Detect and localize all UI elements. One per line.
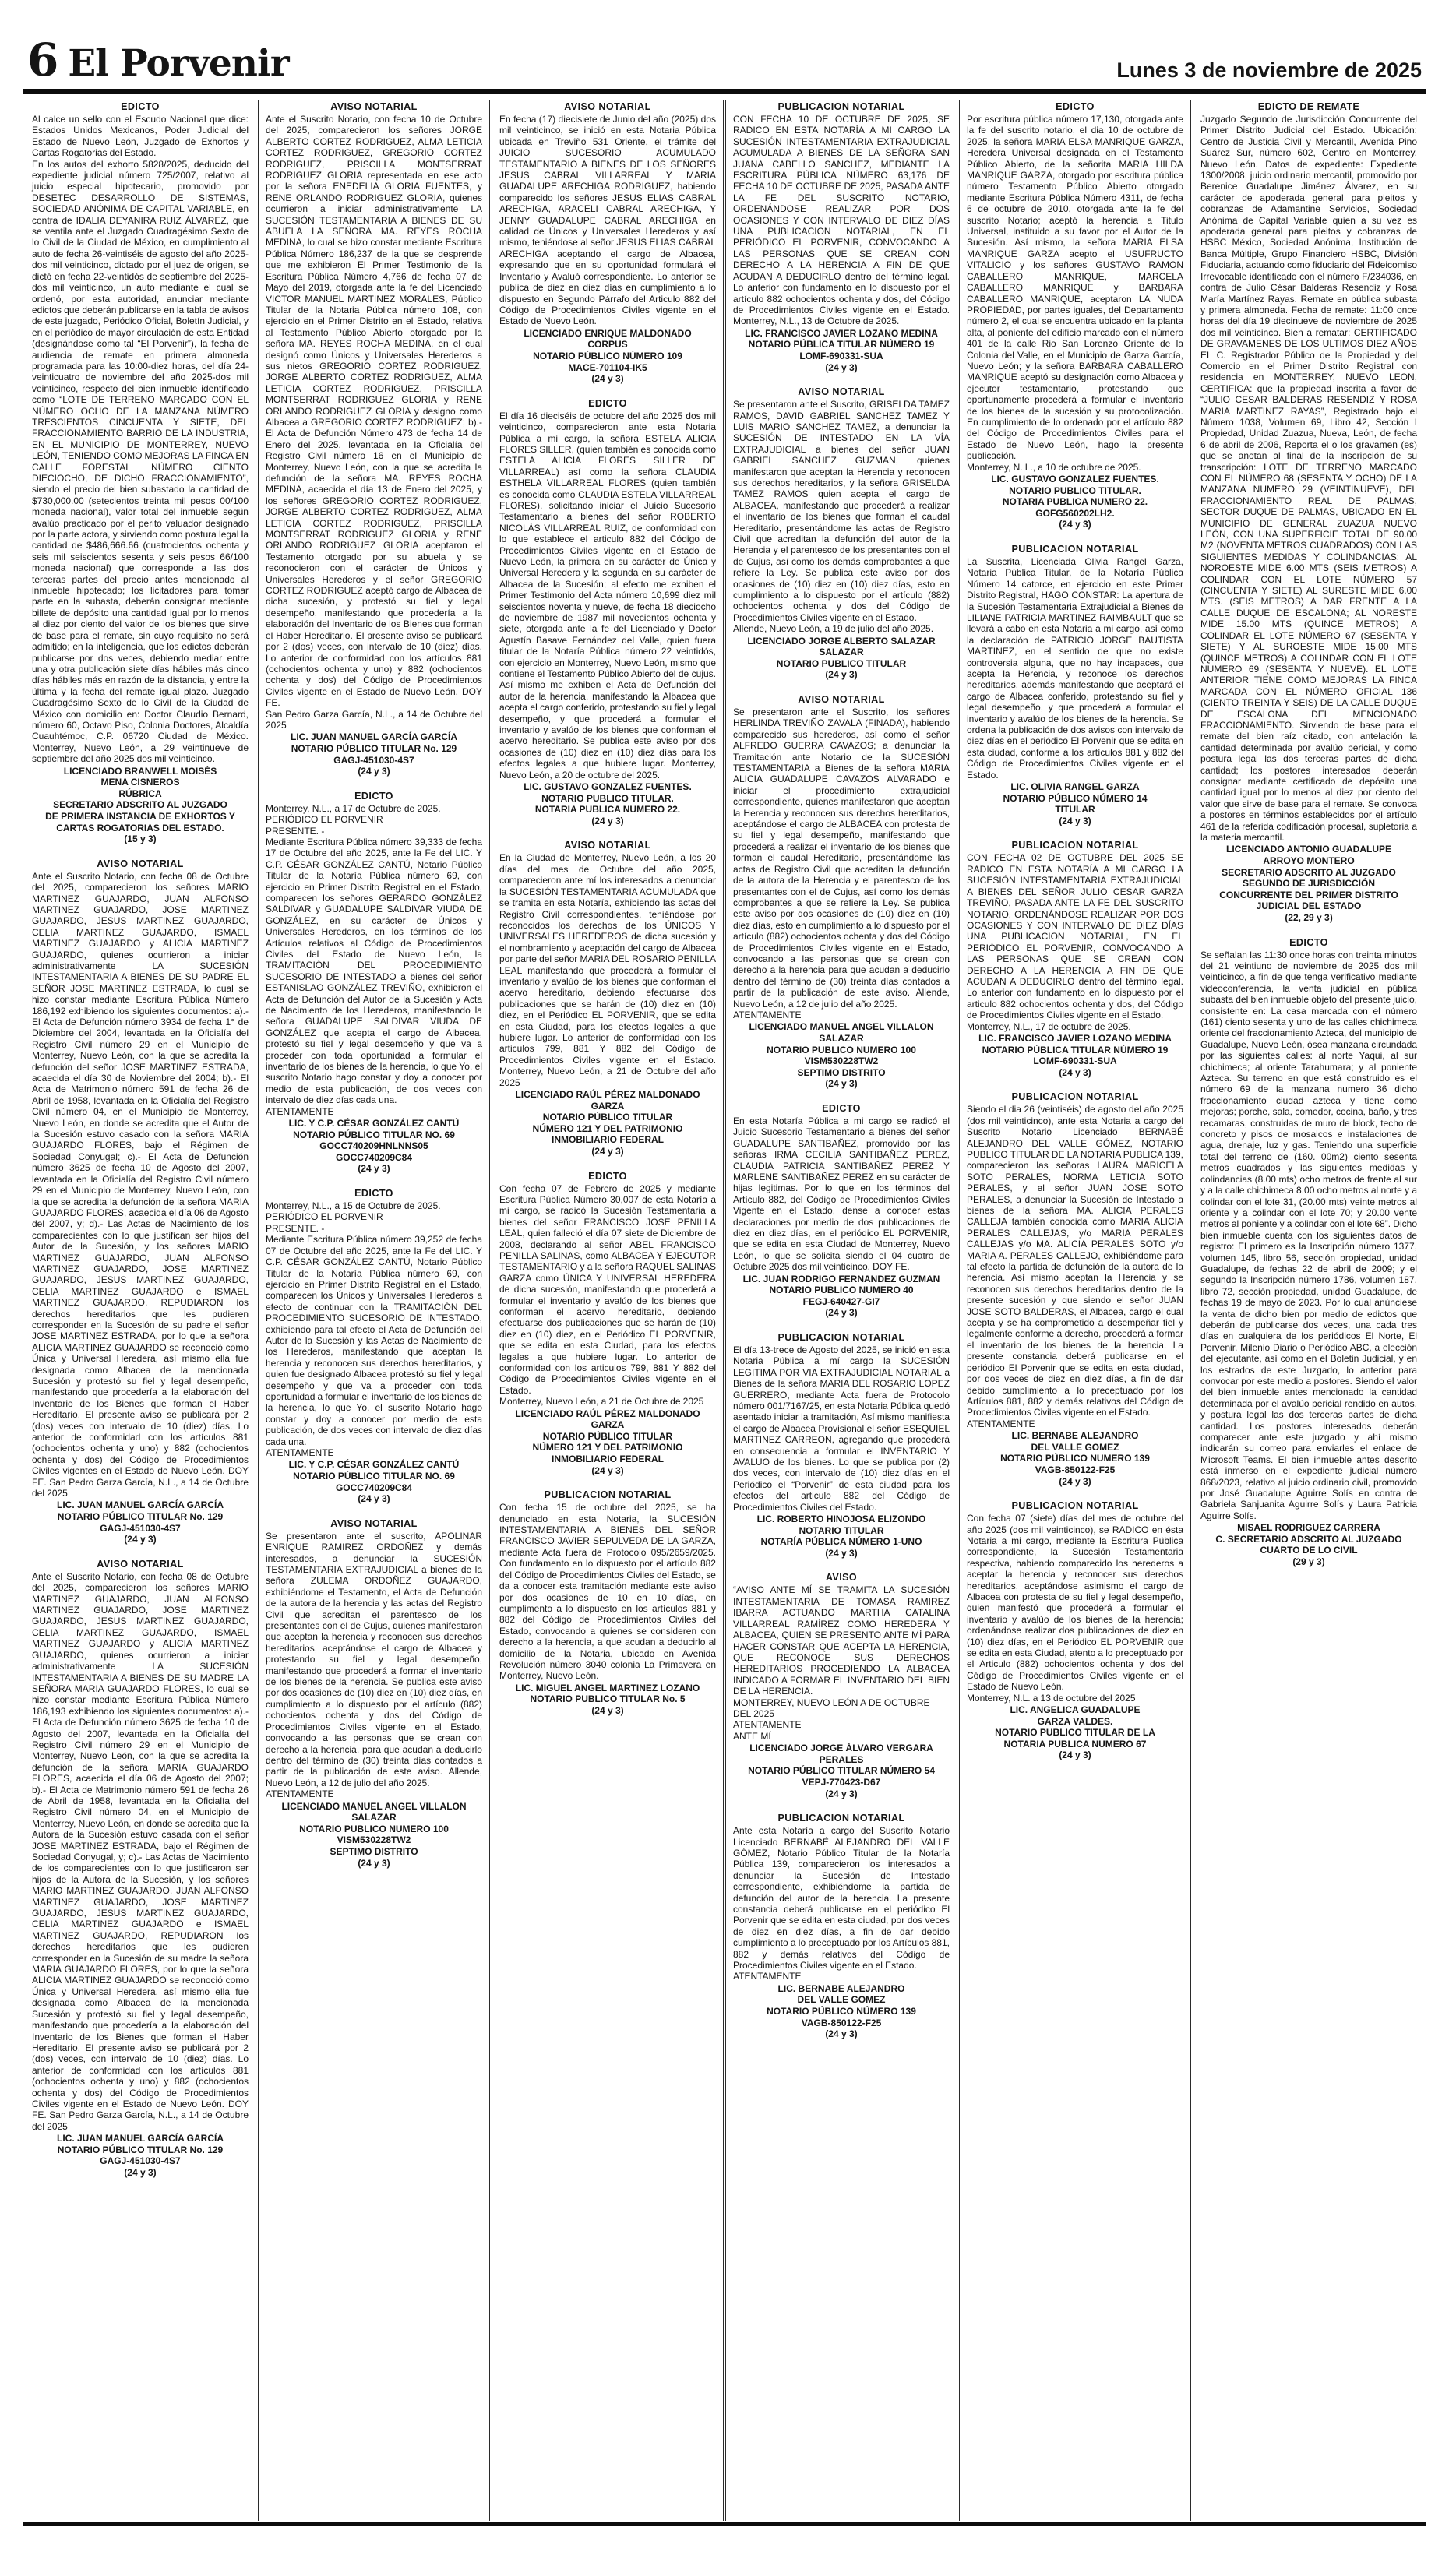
notices-columns bbox=[25, 100, 1424, 2519]
notice-body: El día 16 dieciséis de octubre del año 2025 dos mil veinticinco, comparecieron ante esta Notaria Pública a mi cargo, la señora ESTELA ALICIA FLORES SILLER, (quien también es conocida como ESTELA ALICIA FLORES SILLER DE VILLARREAL) así como la señora CLAUDIA ESTHELA VILLARREAL FLORES (quien también es conocida como CLAUDIA ESTELA VILLARREAL FLORES), solicitando iniciar el Juicio Sucesorio Testamentario a bienes del señor ROBERTO NICOLÁS VILLARREAL RUIZ, de conformidad con lo que establece el articulo 882 del Código de Procedimientos Civiles vigente en el Estado de Nuevo León, la primera en su carácter de Única y Universal Heredera y la segunda en su carácter de Albacea de la Sucesión; al efecto me exhiben el Primer Testimonio del Acta número 10,699 diez mil seiscientos noventa y nueve, de fecha 18 dieciocho de noviembre de 1987 mil novecientos ochenta y siete, otorgada ante la fe del Licenciado y Doctor Agustín Basave Fernández del Valle, quien fuera titular de la Notaría Pública número 22 veintidós, con ejercicio en Monterrey, Nuevo León, mismo que contiene el Testamento Público Abierto del de cujus. Así mismo me exhiben el Acta de Defunción del autor de la herencia, manifestando la Albacea que acepta el cargo conferido, protestando su fiel y legal desempeño, y que procederá a formular el inventario y avalúo de los bienes que conforman el acervo hereditario. Se publica este aviso por dos ocasiones de (10) diez en (10) diez días para los efectos legales a que hubiere lugar. Monterrey, Nuevo León, a 20 de octubre del 2025. bbox=[499, 410, 716, 781]
signature-line: LIC. GUSTAVO GONZALEZ FUENTES. bbox=[524, 781, 692, 793]
notice-heading: EDICTO bbox=[354, 790, 393, 802]
signature-line: NOTARIO PÚBLICO TITULAR bbox=[542, 1430, 673, 1442]
notice-body: Por escritura pública número 17,130, otorgada ante la fe del suscrito notario, el dia 10 de octubre de 2025, la señora MARIA ELSA MANRIQUE GARZA, Heredera Universal designada en el Testamento Público Abierto, de la señorita MARIA HILDA MANRIQUE GARZA, otorgado por escritura pública número Testamento Público Abierto otorgado mediante Escritura Pública Número 4311, de fecha 6 de octubre de 2010, otorgada ante la fe del suscrito Notario; aceptó la herencia a Titulo Universal, instituido a su favor por el Autor de la Sucesión. Así mismo, la señora MARIA ELSA MANRIQUE GARZA acepto el USUFRUCTO VITALICIO y los señores GUSTAVO RAMON CABALLERO MANRIQUE, MARCELA CABALLERO MANRIQUE y BARBARA CABALLERO MANRIQUE, aceptaron LA NUDA PROPIEDAD, por partes iguales, del Departamento número 2, el cual se encuentra ubicado en la planta alta, al poniente del edificio marcado con el número 401 de la calle Rio San Lorenzo Oriente de la Colonia del Valle, en el Municipio de Garza García, Nuevo León; y la señora BARBARA CABALLERO MANRIQUE aceptó su designación como Albacea y ejecutor testamentario, protestando que oportunamente procederá a formular el inventario de los bienes de la sucesión y su protocolización. En cumplimiento de lo ordenado por el artículo 882 del Código de Procedimientos Civiles para el Estado de Nuevo León, hago la presente publicación. bbox=[967, 114, 1183, 462]
signature-line: NOTARIO PÚBLICO TITULAR NÚMERO 54 bbox=[748, 1765, 935, 1777]
notice-body: “AVISO ANTE MÍ SE TRAMITA LA SUCESIÓN INTESTAMENTARIA DE TOMASA RAMIREZ IBARRA ACTUANDO MARTHA CATALINA VILLARREAL RAMÍREZ COMO HEREDERA Y ALBACEA, QUIEN SE PRESENTO ANTE MÍ PARA HACER CONSTAR QUE ACEPTA LA HERENCIA, QUE RECONOCE SUS DERECHOS HEREDITARIOS PROCEDIENDO LA ALBACEA INDICADO A FORMAR EL INVENTARIO DEL BIEN DE LA HERENCIA. bbox=[733, 1584, 950, 1697]
signature-line: (24 y 3) bbox=[1059, 1475, 1091, 1487]
newspaper-column-4 bbox=[723, 100, 957, 2521]
notice-body: Monterrey, Nuevo León, a 21 de Octubre de 2025 bbox=[499, 1396, 704, 1408]
notice-heading: AVISO NOTARIAL bbox=[798, 694, 885, 705]
newspaper-column-2 bbox=[256, 100, 489, 2521]
notice-body: Ante el Suscrito Notario, con fecha 08 de Octubre del 2025, comparecieron los señores MARIO MARTINEZ GUAJARDO, JUAN ALFONSO MARTINEZ GUAJARDO, JOSE MARTINEZ GUAJARDO, JESUS MARTINEZ GUAJARDO, CELIA MARTINEZ GUAJARDO, ISMAEL MARTINEZ GUAJARDO y ALICIA MARTINEZ GUAJARDO, quienes ocurrieron a iniciar administrativamente LA SUCESIÓN INTESTAMENTARIA A BIENES DE SU PADRE EL SEÑOR JOSE MARTINEZ ESTRADA, lo cual se hizo constar mediante Escritura Pública Número 186,192 exhibiendo los siguientes documentos: a).- El Acta de Defunción número 3934 de fecha 1° de Diciembre del 2004, levantada en la Oficialía del Registro Civil número 29 en el Municipio de Monterrey, Nuevo León, con la que se acredita la defunción del señor JOSE MARTINEZ ESTRADA, acaecida el día 30 de Noviembre del 2004; b).- El Acta de Matrimonio número 591 de fecha 26 de Abril de 1958, levantada en la Oficialía del Registro Civil número 04, en el Municipio de Monterrey, Nuevo León, en donde se acredita que el Autor de la Sucesión estuvo casado con la señora MARIA GUAJARDO FLORES, bajo el Régimen de Sociedad Conyugal; c).- El Acta de Defunción número 3625 de fecha 10 de Agosto del 2007, levantada en la Oficialía del Registro Civil número 29 en el Municipio de Monterrey, Nuevo León, con la que se acredita la defunción de la señora MARIA GUAJARDO FLORES, acaecida el día 06 de Agosto del 2007, y; d).- Las Actas de Nacimiento de los comparecientes con lo que justifican ser hijos del Autor de la Sucesión, y los señores MARIO MARTINEZ GUAJARDO, JUAN ALFONSO MARTINEZ GUAJARDO, JOSE MARTINEZ GUAJARDO, JESUS MARTINEZ GUAJARDO, CELIA MARTINEZ GUAJARDO e ISMAEL MARTINEZ GUAJARDO, REPUDIARON los derechos hereditarios que les pudieren corresponder en la Sucesión de su padre el señor JOSE MARTINEZ ESTRADA, por lo que la señora ALICIA MARTINEZ GUAJARDO se reconoció como Única y Universal Heredera, así mismo ella fue designada como Albacea de la mencionada Sucesión y protestó su fiel y legal desempeño, manifestando que procedería a la elaboración del Inventario de los Bienes que forman el Haber Hereditario. El presente aviso se publicará por 2 (dos) veces con intervalo de 10 (diez) días. Lo anterior de conformidad con los artículos 881 (ochocientos ochenta y uno) y 882 (ochocientos ochenta y dos) del Código de Procedimientos Civiles vigentes en el Estado de Nuevo León. DOY FE. San Pedro Garza García, N.L., a 14 de Octubre del 2025 bbox=[32, 870, 249, 1499]
signature-block bbox=[266, 1801, 482, 1869]
notice-closing-line: MONTERREY, NUEVO LEÓN A DE OCTUBRE DEL 2025 bbox=[733, 1697, 930, 1719]
notice-body: Se presentaron ante el suscrito, APOLINAR ENRIQUE RAMIREZ ORDOÑEZ y demás interesados, a denunciar la SUCESIÓN TESTAMENTARIA EXTRAJUDICIAL a bienes de la señora ZULEMA ORDOÑEZ GUAJARDO, exhibiéndome el Testamento, el Acta de Defunción de la autora de la herencia y las actas del Registro Civil que acreditan el parentesco de los presentantes con el de Cujus, quienes manifestaron que aceptan la herencia y reconocen sus derechos hereditarios, aceptándose el cargo de Albacea y protestando su fiel y legal desempeño, manifestando que procederá a formar el inventario de los bienes de la herencia. Se publica este aviso por dos ocasiones de (10) diez en (10) diez días, en cumplimiento a lo dispuesto por el artículo (882) ochocientos ochenta y dos del Código de Procedimientos Civiles vigente en el Estado, convocando a las personas que se crean con derecho a la herencia, para que acudan a deducirlo dentro del término de (30) treinta días contados a partir de la publicación de este aviso. Allende, Nuevo León, a 12 de julio del año 2025. bbox=[266, 1530, 482, 1788]
masthead bbox=[27, 33, 1422, 86]
notice-closing-line: ATENTAMENTE bbox=[733, 1009, 802, 1020]
newspaper-column-6 bbox=[1190, 100, 1424, 2521]
signature-line: CARTAS ROGATORIAS DEL ESTADO. bbox=[56, 822, 224, 833]
signature-line: LICENCIADO ANTONIO GUADALUPE bbox=[1225, 844, 1391, 855]
signature-line: INMOBILIARIO FEDERAL bbox=[552, 1454, 664, 1465]
notice-address-line: Monterrey, N.L., a 15 de Octubre de 2025. bbox=[266, 1200, 441, 1212]
notice-closing-line: ATENTAMENTE bbox=[733, 1719, 802, 1731]
legal-notice bbox=[499, 1489, 716, 1716]
signature-line: LIC. ROBERTO HINOJOSA ELIZONDO bbox=[756, 1514, 926, 1525]
notice-body: Con fecha 07 de Febrero de 2025 y mediante Escritura Pública Número 30,007 de esta Notaría a mi cargo, se radicó la Sucesión Testamentaria a bienes del señor FRANCISCO JOSE PENILLA LEAL, quien falleció el día 07 siete de Diciembre de 2008, declarando al señor ABEL FRANCISCO PENILLA SALINAS, como ALBACEA Y EJECUTOR TESTAMENTARIO y a la señora RAQUEL SALINAS GARZA como ÚNICA Y UNIVERSAL HEREDERA de dicha sucesión, manifestando que procederá a formular el inventario y avalúo de los bienes que conforman el acervo hereditario, debiendo efectuarse dos publicaciones que se harán de (10) diez en (10) diez, en el Periódico EL PORVENIR, que se edita en esta Ciudad, para los efectos legales a que hubiere lugar. Lo anterior de conformidad con los articulos 799, 881 Y 882 del Código de Procedimientos Civiles vigente en el Estado. bbox=[499, 1182, 716, 1396]
signature-line: NOTARIO PUBLICO TITULAR No. 5 bbox=[530, 1693, 686, 1705]
notice-body: Con fecha 15 de octubre del 2025, se ha denunciado en esta Notaria, la SUCESIÓN INTESTAMENTARIA A BIENES DEL SEÑOR FRANCISCO JAVIER SEPULVEDA DE LA GARZA, mediante Acta fuera de Protocolo 095/2659/2025. Con fundamento en lo dispuesto por el artículo 882 del Código de Procedimientos Civiles del Estado, se da a conocer esta tramitación mediante este aviso por dos ocasiones de 10 en 10 días, en cumplimento a lo dispuesto en los artículos 881 y 882 del Código de Procedimientos Civiles del Estado, convocando a quienes se consideren con derecho a la herencia, a que acudan a deducirlo al domicilio de la Notaria, ubicado en Avenida Revolución número 3040 colonia La Primavera en Monterrey, Nuevo León. bbox=[499, 1502, 716, 1682]
signature-line: (24 y 3) bbox=[358, 1857, 390, 1869]
notice-heading: EDICTO bbox=[588, 397, 627, 409]
signature-line: INMOBILIARIO FEDERAL bbox=[552, 1134, 664, 1146]
notice-heading: AVISO NOTARIAL bbox=[798, 386, 885, 398]
signature-line: GAGJ-451030-4S7 bbox=[100, 1522, 181, 1534]
legal-notice bbox=[266, 791, 482, 1175]
legal-notice bbox=[733, 1103, 950, 1319]
signature-line: (24 y 3) bbox=[591, 815, 624, 826]
signature-line: DE PRIMERA INSTANCIA DE EXHORTOS Y bbox=[45, 810, 235, 822]
signature-block bbox=[32, 1499, 249, 1545]
legal-notice bbox=[967, 101, 1183, 530]
notice-body: Juzgado Segundo de Jurisdicción Concurrente del Primer Distrito Judicial del Estado. Ubicación: Centro de Justicia Civil y Mercantil, Avenida Pino Suárez Sur, número 602, Centro en Monterrey, Nuevo León. Datos de expediente: Expediente 1300/2008, juicio ordinario mercantil, promovido por Berenice Guadalupe Jiménez Álvarez, en su carácter de apoderada general para pleitos y cobranzas de Adamantine Servicios, Sociedad Anónima de Capital Variable quien a su vez es apoderada general para pleitos y cobranzas de HSBC México, Sociedad Anónima, Institución de Banca Múltiple, Grupo Financiero HSBC, División Fiduciaria, actuando como fiduciario del Fideicomiso Irrevocable identificado con el número F/234036, en contra de Julio César Balderas Resendiz y Rosa María Martínez Rayas. Remate en pública subasta y primera almoneda. Fecha de remate: 11:00 once horas del día 19 diecinueve de noviembre de 2025 dos mil veinticinco. Bien a rematar: CERTIFICADO DE GRAVAMENES DE LOS ULTIMOS DIEZ AÑOS EL C. Registrador Público de la Propiedad y del Comercio en el Primer Distrito Registral con residencia en MONTERREY, NUEVO LEON, CERTIFICA: que la propiedad inscrita a favor de “JULIO CESAR BALDERAS RESENDIZ Y ROSA MARIA MARTINEZ RAYAS”, Registrado bajo el Número 1038, Volumen 69, Libro 42, Sección I Propiedad, Unidad Zuazua, Nueva, León, de fecha 6 de abril de 2006, Reporta el o los gravamen (es) que se anotan al final de la inscripción de su transcripción: LOTE DE TERRENO MARCADO CON EL NÚMERO 68 (SESENTA Y OCHO) DE LA MANZANA NUMERO 29 (VEINTINUEVE), DEL FRACCIONAMIENTO REAL DE PALMAS, SECTOR DUQUE DE PALMAS, UBICADO EN EL MUNICIPIO DE GENERAL ZUAZUA NUEVO LEÓN, CON UNA SUPERFICIE TOTAL DE 90.00 M2 (NOVENTA METROS CUADRADOS) CON LAS SIGUIENTES MEDIDAS Y COLINDANCIAS: AL NOROESTE MIDE 6.00 MTS (SEIS METROS) A COLINDAR CON EL LOTE NÚMERO 57 (CINCUENTA Y SIETE) AL SURESTE MIDE 6.00 MTS. (SEIS METROS) A DAR FRENTE A LA CALLE DUQUE DE ESCALONA; AL NORESTE MIDE 15.00 MTS (QUINCE METROS) A COLINDAR EL LOTE NÚMERO 67 (SESENTA Y SIETE) Y AL SUROESTE MIDE 15.00 MTS (QUINCE METROS) A COLINDAR CON EL LOTE NUMERO 69 (SESENTA Y NUEVE). EL LOTE ANTERIOR TIENE COMO MEJORAS LA FINCA MARCADA CON EL NÚMERO OFICIAL 136 (CIENTO TREINTA Y SEIS) DE LA CALLE DUQUE DE ESCALONA DEL MENCIONADO FRACCIONAMIENTO. Sirviendo de base para el remate del bien raíz citado, con antelación la cantidad determinada por avalúo pericial, y como postura legal las dos terceras partes de dicha cantidad; los postores interesados deberán consignar mediante certificado de depósito una cantidad igual por lo menos al diez por ciento del valor que sirve de base para el remate. Se convoca a postores en términos establecidos por el artículo 461 de la referida codificación procesal, supletoria a la materia mercantil. bbox=[1200, 114, 1417, 843]
signature-line: NOTARIA PUBLICA NUMERO 22. bbox=[534, 804, 681, 816]
signature-block bbox=[733, 1021, 950, 1090]
signature-line: CORPUS bbox=[587, 339, 628, 351]
legal-notice bbox=[733, 1813, 950, 2040]
notice-body: En los autos del exhorto 5828/2025, deducido del expediente judicial número 725/2007, relativo al juicio especial hipotecario, promovido por DESETEC DESARROLLO DE SISTEMAS, SOCIEDAD ANÓNIMA DE CAPITAL VARIABLE, en contra de IDALIA DEYANIRA RUIZ ÁLVAREZ, que se ventila ante el Juzgado Cuadragésimo Sexto de lo Civil de la Ciudad de México, en cumplimiento al auto de fecha 26-veintiséis de agosto del año 2025-dos mil veinticinco, dictado por el juez de origen, se dictó en fecha 22-veintidós de septiembre del 2025-dos mil veinticinco, un auto mediante el cual se ordenó, por esta autoridad, anunciar mediante edictos que deberán publicarse en la tabla de avisos de este juzgado, Periódico Oficial, Boletín Judicial, y en el periódico de mayor circulación de esta Entidad (designándose como tal “El Porvenir”), la fecha de audiencia de remate en primera almoneda programada para las 10:00-diez horas, del día 24-veinticuatro de noviembre del año 2025-dos mil veinticinco, respecto del bien inmueble identificado como “LOTE DE TERRENO MARCADO CON EL NÚMERO OCHO DE LA MANZANA NÚMERO TRESCIENTOS CINCUENTA Y SIETE, DEL FRACCIONAMIENTO BARRIO DE LA INDUSTRIA, EN EL MUNICIPIO DE MONTERREY, NUEVO LEÓN, TENIENDO COMO MEJORAS LA FINCA EN CALLE FORESTAL NÚMERO CIENTO DIECIOCHO, DE DICHO FRACCIONAMIENTO”, siendo el precio del bien subastado la cantidad de $730,000.00 (setecientos treinta mil pesos 00/100 moneda nacional), valor total del inmueble según avalúo practicado por el perito valuador designado por la parte actora, y sirviendo como postura legal la cantidad de $486,666.66 (cuatrocientos ochenta y seis mil seiscientos sesenta y seis pesos 66/100 moneda nacional) que corresponde a las dos terceras partes del precio antes mencionado al inmueble hipotecado; los licitadores para tomar parte en la subasta, deberán consignar mediante billete de depósito una cantidad igual por lo menos al diez por ciento del valor de los bienes que sirve de base para el remate, sin cuyo requisito no será admitido; en la inteligencia, que los edictos deberán publicarse por dos veces, debiendo mediar entre una y otra publicación siete días hábiles más cinco días hábiles más en razón de la distancia, y entre la última y la fecha del remate igual plazo. Juzgado Cuadragésimo Sexto de lo Civil de la Ciudad de México con domicilio en: Doctor Claudio Bernard, número 60, Octavo Piso, Colonia Doctores, Alcaldía Cuauhtémoc, C.P. 06720 Ciudad de México. Monterrey, Nuevo León, a 29 veintinueve de septiembre del año 2025 dos mil veinticinco. bbox=[32, 158, 249, 765]
signature-line: SECRETARIO ADSCRITO AL JUZGADO bbox=[53, 799, 227, 811]
signature-line: LIC. FRANCISCO JAVIER LOZANO MEDINA bbox=[978, 1032, 1172, 1044]
notice-body: En la Ciudad de Monterrey, Nuevo León, a los 20 días del mes de Octubre del año 2025, comparecieron ante mí los interesados a denunciar la SUCESIÓN TESTAMENTARIA ACUMULADA que se tramita en esta Notaría, exhibiendo las actas del Registro Civil correspondientes, teniéndose por reconocidos los derechos de los ÚNICOS Y UNIVERSALES HEREDEROS de dicha sucesión y el nombramiento y aceptación del cargo de Albacea por parte del señor MARIA DEL ROSARIO PENILLA LEAL manifestando que procederá a formular el inventario y avalúo de los bienes que conforman el acervo hereditario, debiendo efectuarse dos publicaciones que se harán de (10) diez en (10) diez, en el Periódico EL PORVENIR, que se edita en esta Ciudad, para los efectos legales a que hubiere lugar. Lo anterior de conformidad con los articulos 799, 881 Y 882 del Código de Procedimientos Civiles vigente en el Estado. Monterrey, Nuevo León, a 21 de Octubre del año 2025 bbox=[499, 852, 716, 1088]
signature-block bbox=[499, 328, 716, 385]
notice-body: San Pedro Garza García, N.L., a 14 de Octubre del 2025 bbox=[266, 708, 482, 731]
signature-block bbox=[733, 328, 950, 373]
notice-heading: PUBLICACION NOTARIAL bbox=[1011, 1500, 1139, 1512]
notice-closing-line: ATENTAMENTE bbox=[967, 1418, 1035, 1429]
signature-line: GARZA bbox=[591, 1100, 625, 1112]
signature-line: NOTARIO PUBLICO NUMERO 100 bbox=[767, 1044, 916, 1055]
signature-line: (24 y 3) bbox=[591, 1704, 624, 1716]
signature-line: NOTARIO PUBLICO TITULAR. bbox=[541, 792, 674, 804]
notice-body: CON FECHA 02 DE OCTUBRE DEL 2025 SE RADICO EN ESTA NOTARÍA A MI CARGO LA SUCESIÓN INTESTAMENTARIA EXTRAJUDICIAL A BIENES DEL SEÑOR JULIO CESAR GARZA TREVIÑO, PASADA ANTE LA FE DEL SUSCRITO NOTARIO, ORDENÁNDOSE REALIZAR POR DOS OCASIONES Y CON INTERVALO DE DIEZ DÍAS UNA PUBLICACION NOTARIAL, EN EL PERIÓDICO EL PORVENIR, CONVOCANDO A LAS PERSONAS QUE SE CREAN CON DERECHO A LA HERENCIA A FIN DE QUE ACUDAN A DEDUCIRLO dentro del término legal. Lo anterior con fundamento en lo dispuesto por el articulo 882 ochocientos ochenta y dos, del Código de Procedimientos Civiles vigente en el Estado. bbox=[967, 852, 1183, 1021]
signature-line: LIC. JUAN MANUEL GARCÍA GARCÍA bbox=[56, 1499, 224, 1511]
signature-line: CUARTO DE LO CIVIL bbox=[1260, 1545, 1358, 1556]
legal-notice bbox=[733, 1332, 950, 1559]
signature-line: NOTARIO PÚBLICO NUMERO 139 bbox=[1000, 1453, 1150, 1464]
signature-line: SEPTIMO DISTRITO bbox=[797, 1066, 886, 1078]
notice-closing-line: ATENTAMENTE bbox=[266, 1788, 334, 1800]
signature-line: (24 y 3) bbox=[825, 361, 858, 373]
signature-line: NOTARIA PUBLICA NUMERO 22. bbox=[1002, 496, 1148, 508]
legal-notice bbox=[266, 1518, 482, 1869]
signature-line: LIC. BERNABE ALEJANDRO bbox=[1011, 1430, 1139, 1442]
signature-line: LIC. Y C.P. CÉSAR GONZÁLEZ CANTÚ bbox=[288, 1459, 460, 1471]
masthead-rule bbox=[23, 89, 1426, 94]
newspaper-column-1 bbox=[25, 100, 256, 2521]
signature-line: NÚMERO 121 Y DEL PATRIMONIO bbox=[532, 1122, 683, 1134]
notice-body: CON FECHA 10 DE OCTUBRE DE 2025, SE RADICO EN ESTA NOTARÍA A MI CARGO LA SUCESIÓN INTESTAMENTARIA EXTRAJUDICIAL ACUMULADA A BIENES DE LA SEÑORA SAN JUANA CABELLO SANCHEZ, MEDIANTE LA ESCRITURA PÚBLICA NÚMERO 63,176 DE FECHA 10 DE OCTUBRE DE 2025, PASADA ANTE LA FE DEL SUSCRITO NOTARIO, ORDENÁNDOSE REALIZAR POR DOS OCASIONES Y CON INTERVALO DE DIEZ DÍAS UNA PUBLICACION NOTARIAL, EN EL PERIÓDICO EL PORVENIR, CONVOCANDO A LAS PERSONAS QUE SE CREAN CON DERECHO A LA HERENCIA A FIN DE QUE ACUDAN A DEDUCIRLO dentro del término legal. Lo anterior con fundamento en lo dispuesto por el artículo 882 ochocientos ochenta y dos, del Código de Procedimientos Civiles vigente en el Estado. Monterrey, N.L., 13 de Octubre de 2025. bbox=[733, 114, 950, 327]
signature-block bbox=[266, 731, 482, 777]
signature-line: (22, 29 y 3) bbox=[1285, 911, 1333, 923]
notice-heading: PUBLICACION NOTARIAL bbox=[777, 101, 905, 112]
legal-notice bbox=[733, 694, 950, 1090]
signature-line: VEPJ-770423-D67 bbox=[802, 1776, 881, 1788]
signature-line: (24 y 3) bbox=[825, 1547, 858, 1559]
notice-closing-line: ATENTAMENTE bbox=[266, 1447, 334, 1458]
notice-heading: AVISO NOTARIAL bbox=[97, 858, 184, 869]
notice-body: Ante el Suscrito Notario, con fecha 08 de Octubre del 2025, comparecieron los señores MARIO MARTINEZ GUAJARDO, JUAN ALFONSO MARTINEZ GUAJARDO, JOSE MARTINEZ GUAJARDO, JESUS MARTINEZ GUAJARDO, CELIA MARTINEZ GUAJARDO, ISMAEL MARTINEZ GUAJARDO y ALICIA MARTINEZ GUAJARDO, quienes ocurrieron a iniciar administrativamente LA SUCESIÓN INTESTAMENTARIA A BIENES DE SU MADRE LA SEÑORA MARIA GUAJARDO FLORES, lo cual se hizo constar mediante Escritura Pública Número 186,193 exhibiendo los siguientes documentos: a).- El Acta de Defunción número 3625 de fecha 10 de Agosto del 2007, levantada en la Oficialía del Registro Civil número 29 en el Municipio de Monterrey, Nuevo León, con la que se acredita la defunción de la señora MARIA GUAJARDO FLORES, acaecida el día 06 de Agosto del 2007; b).- El Acta de Matrimonio número 591 de fecha 26 de Abril de 1958, levantada en la Oficialía del Registro Civil número 04, en el Municipio de Monterrey, Nuevo León, en donde se acredita que la Autora de la Sucesión estuvo casada con el señor JOSE MARTINEZ ESTRADA, bajo el Régimen de Sociedad Conyugal, y; c).- Las Actas de Nacimiento de los comparecientes con lo que justificaron ser hijos de la Autora de la Sucesión, y los señores MARIO MARTINEZ GUAJARDO, JUAN ALFONSO MARTINEZ GUAJARDO, JOSE MARTINEZ GUAJARDO, JESUS MARTINEZ GUAJARDO, CELIA MARTINEZ GUAJARDO e ISMAEL MARTINEZ GUAJARDO, REPUDIARON los derechos hereditarios que les pudieren corresponder en la Sucesión de su madre la señora MARIA GUAJARDO FLORES, por lo que la señora ALICIA MARTINEZ GUAJARDO se reconoció como Única y Universal Heredera, así mismo ella fue designada como Albacea de la mencionada Sucesión y protestó su fiel y legal desempeño, manifestando que procedería a la elaboración del Inventario de los Bienes que forman el Haber Hereditario. El presente aviso se publicará por 2 (dos) veces, con intervalo de 10 (diez) días. Lo anterior de conformidad con los artículos 881 (ochocientos ochenta y uno) y 882 (ochocientos ochenta y dos) del Código de Procedimientos Civiles vigente en el Estado de Nuevo León. DOY FE. San Pedro Garza García, N.L., a 14 de Octubre del 2025 bbox=[32, 1570, 249, 2132]
signature-line: LIC. Y C.P. CÉSAR GONZÁLEZ CANTÚ bbox=[288, 1118, 460, 1129]
signature-line: LICENCIADO ENRIQUE MALDONADO bbox=[524, 327, 692, 339]
signature-line: NOTARIO TITULAR bbox=[799, 1524, 884, 1536]
notice-heading: PUBLICACION NOTARIAL bbox=[1011, 543, 1139, 555]
legal-notice bbox=[967, 1091, 1183, 1487]
signature-line: (24 y 3) bbox=[825, 1788, 858, 1799]
notice-heading: AVISO NOTARIAL bbox=[564, 101, 651, 112]
signature-line: LICENCIADO RAÚL PÉREZ MALDONADO bbox=[515, 1089, 700, 1100]
signature-line: VAGB-850122-F25 bbox=[801, 2017, 882, 2028]
signature-line: LICENCIADO MANUEL ANGEL VILLALON bbox=[749, 1021, 934, 1033]
signature-block bbox=[1200, 1522, 1417, 1567]
signature-line: LIC. MIGUEL ANGEL MARTINEZ LOZANO bbox=[515, 1682, 700, 1693]
signature-block bbox=[967, 1430, 1183, 1487]
signature-line: (15 y 3) bbox=[124, 833, 157, 845]
signature-line: GOCC740209C84 bbox=[335, 1482, 413, 1493]
signature-line: NOTARIO PUBLICO NUMERO 40 bbox=[769, 1284, 914, 1296]
signature-line: (24 y 3) bbox=[358, 766, 390, 777]
notice-body: El día 13-trece de Agosto del 2025, se inició en esta Notaria Pública a mí cargo la SUCESIÓN LEGITIMA POR VIA EXTRAJUDICIAL NOTARIAL a Bienes de la señora MARIA DEL ROSARIO LOPEZ GUERRERO, mediante Acta fuera de Protocolo número 001/7167/25, en esta Notaria Pública quedó asentado iniciar la tramitación, Así mismo manifiesta el cargo de Albacea Provisional el señor ESEQUIEL MARTINEZ CARREON, agregando que procederá en consecuencia a formular el INVENTARIO Y AVALUO de los bienes. Lo que se publica por (2) dos veces, con intervalo de (10) diez días en el Periódico el “Porvenir” de esta ciudad para los efectos del articulo 882 del Código de Procedimientos Civiles del Estado. bbox=[733, 1344, 950, 1513]
signature-line: LOMF-690331-SUA bbox=[1033, 1055, 1117, 1067]
signature-block bbox=[733, 1743, 950, 1799]
signature-line: LIC. FRANCISCO JAVIER LOZANO MEDINA bbox=[745, 327, 938, 339]
signature-line: (24 y 3) bbox=[825, 2028, 858, 2040]
signature-line: SALAZAR bbox=[819, 647, 864, 658]
signature-line: LICENCIADO MANUEL ANGEL VILLALON bbox=[281, 1800, 467, 1812]
notice-heading: AVISO NOTARIAL bbox=[330, 101, 418, 112]
signature-line: PERALES bbox=[819, 1753, 864, 1765]
signature-line: GOCC740209HNLNNS05 bbox=[319, 1140, 428, 1152]
page-bottom-rule bbox=[23, 2522, 1426, 2526]
signature-line: C. SECRETARIO ADSCRITO AL JUZGADO bbox=[1215, 1533, 1402, 1545]
signature-line: MENA CISNEROS bbox=[100, 777, 180, 788]
signature-line: LICENCIADO JORGE ALBERTO SALAZAR bbox=[747, 635, 936, 647]
legal-notice bbox=[499, 101, 716, 385]
signature-line: SALAZAR bbox=[351, 1812, 397, 1824]
notice-heading: EDICTO bbox=[354, 1188, 393, 1200]
signature-line: NOTARIO PUBLICO NUMERO 100 bbox=[299, 1823, 449, 1834]
signature-line: (24 y 3) bbox=[825, 1307, 858, 1319]
signature-line: NOTARIA PUBLICA NUMERO 67 bbox=[1003, 1738, 1147, 1750]
signature-line: NOTARIO PÚBLICA TITULAR NÚMERO 19 bbox=[982, 1044, 1169, 1055]
notice-heading: PUBLICACION NOTARIAL bbox=[777, 1813, 905, 1824]
signature-line: NOTARIO PUBLICO TITULAR DE LA bbox=[995, 1727, 1155, 1739]
notice-address-line: Monterrey, N.L., a 17 de Octubre de 2025. bbox=[266, 802, 441, 814]
signature-line: NOTARIO PÚBLICO TITULAR NO. 69 bbox=[293, 1471, 455, 1482]
signature-block bbox=[967, 474, 1183, 530]
notice-body: Se presentaron ante el Suscrito, GRISELDA TAMEZ RAMOS, DAVID GABRIEL SANCHEZ TAMEZ Y LUIS MARIO SANCHEZ TAMEZ, a denunciar la SUCESIÓN DE INTESTADO EN LA VÍA EXTRAJUDICIAL a bienes del señor JUAN GABRIEL SANCHEZ GUZMAN, quienes manifestaron que aceptan la Herencia y reconocen sus derechos hereditarios, y la señora GRISELDA TAMEZ RAMOS quien acepta el cargo de ALBACEA, manifestando que procederá a realizar el inventario de los bienes que forman el caudal Hereditario, presentándome las actas de Registro Civil que acreditan la defunción del autor de la Herencia y el parentesco de los presentantes con el de Cujus, así como los demás comprobantes a que refiere la Ley. Se publica este aviso por dos ocasiones de (10) diez en (10) diez días, esto en cumplimiento a lo dispuesto por el artículo (882) ochocientos ochenta y dos del Código de Procedimientos Civiles vigente en el Estado. bbox=[733, 399, 950, 623]
signature-line: ARROYO MONTERO bbox=[1263, 855, 1355, 866]
notice-body: En fecha (17) diecisiete de Junio del año (2025) dos mil veinticinco, se inició en esta Notaria Pública ubicada en Treviño 531 Oriente, el trámite del JUICIO SUCESORIO ACUMULADO TESTAMENTARIO A BIENES DE LOS SEÑORES JESUS CABRAL VILLARREAL Y MARIA GUADALUPE ARECHIGA RODRIGUEZ, habiendo comparecido los señores JESUS ELIAS CABRAL ARECHIGA, ARACELI CABRAL ARECHIGA, Y JENNY GUADALUPE CABRAL ARECHIGA en calidad de Únicos y Universales Herederos y así mismo, teniéndose al señor JESUS ELIAS CABRAL ARECHIGA aceptando el cargo de Albacea, expresando que en su oportunidad formulará el Inventario y Avaluó correspondiente. Lo anterior se publica de diez en diez días en cumplimiento a lo dispuesto en Segundo Párrafo del Articulo 882 del Código de Procedimientos Civiles vigente en el Estado de Nuevo León. bbox=[499, 114, 716, 327]
notice-body: Ante el Suscrito Notario, con fecha 10 de Octubre del 2025, comparecieron los señores JORGE ALBERTO CORTEZ RODRIGUEZ, ALMA LETICIA CORTEZ RODRIGUEZ, GREGORIO CORTEZ RODRIGUEZ, PRISCILLA MONTSERRAT RODRIGUEZ GLORIA representada en ese acto por la señora ENEDELIA GLORIA FUENTES, y RENE ORLANDO RODRIGUEZ GLORIA, quienes ocurrieron a iniciar administrativamente LA SUCESIÓN TESTAMENTARIA A BIENES DE SU ABUELA LA SEÑORA MA. REYES ROCHA MEDINA, lo cual se hizo constar mediante Escritura Pública Número 186,237 de la que se desprende que me exhibieron El Primer Testimonio de la Escritura Pública Número 4,766 de fecha 07 de Mayo del 2019, otorgada ante la fe del Licenciado VICTOR MANUEL MARTINEZ MORALES, Público Titular de la Notaria Pública número 108, con ejercicio en el Primer Distrito en el Estado, relativa al Testamento Público Abierto otorgado por la señora MA. REYES ROCHA MEDINA, en el cual designó como Únicos y Universales Herederos a sus nietos GREGORIO CORTEZ RODRIGUEZ, JORGE ALBERTO CORTEZ RODRIGUEZ, ALMA LETICIA CORTEZ RODRIGUEZ, PRISCILLA MONTSERRAT RODRIGUEZ GLORIA y RENE ORLANDO RODRIGUEZ GLORIA y designo como Albacea a GREGORIO CORTEZ RODRIGUEZ; b).- El Acta de Defunción Número 473 de fecha 14 de Enero del 2025, levantada en la Oficialía del Registro Civil número 16 en el Municipio de Monterrey, Nuevo León, con la que se acredita la defunción de la señora MA. REYES ROCHA MEDINA, acaecida el día 13 de Enero del 2025, y los señores GREGORIO CORTEZ RODRIGUEZ, JORGE ALBERTO CORTEZ RODRIGUEZ, ALMA LETICIA CORTEZ RODRIGUEZ, PRISCILLA MONTSERRAT RODRIGUEZ GLORIA y RENE ORLANDO RODRIGUEZ GLORIA aceptaron el Testamento otorgado por su abuela y se reconocieron con el carácter de Únicos y Universales Herederos y el señor GREGORIO CORTEZ RODRIGUEZ aceptó cargo de Albacea de dicha sucesión, y protestó su fiel y legal desempeño, manifestando que procedería a la elaboración del Inventario de los Bienes que forman el Haber Hereditario. El presente aviso se publicará por 2 (dos) veces, con intervalo de 10 (diez) días. Lo anterior de conformidad con los artículos 881 (ochocientos ochenta y uno) y 882 (ochocientos ochenta y dos) del Código de Procedimientos Civiles vigente en el Estado de Nuevo León. DOY FE. bbox=[266, 114, 482, 709]
notice-address-line: PERIÓDICO EL PORVENIR bbox=[266, 1211, 383, 1223]
notice-heading: PUBLICACION NOTARIAL bbox=[1011, 1091, 1139, 1103]
notice-heading: EDICTO bbox=[822, 1102, 861, 1114]
signature-line: (24 y 3) bbox=[825, 1078, 858, 1090]
signature-line: NÚMERO 121 Y DEL PATRIMONIO bbox=[532, 1442, 683, 1454]
edition-date: Lunes 3 de noviembre de 2025 bbox=[1116, 58, 1422, 82]
signature-line: LICENCIADO RAÚL PÉREZ MALDONADO bbox=[515, 1408, 700, 1419]
signature-line: SEPTIMO DISTRITO bbox=[330, 1845, 418, 1857]
notice-body: Monterrey, N. L., a 10 de octubre de 2025. bbox=[967, 461, 1141, 473]
legal-notice bbox=[1200, 937, 1417, 1568]
legal-notice bbox=[967, 1500, 1183, 1761]
signature-line: DEL VALLE GOMEZ bbox=[797, 1994, 886, 2006]
notice-body: Allende, Nuevo León, a 19 de julio del año 2025. bbox=[733, 623, 934, 635]
signature-line: GOFG560202LH2. bbox=[1035, 507, 1115, 519]
signature-line: CONCURRENTE DEL PRIMER DISTRITO bbox=[1219, 889, 1398, 900]
signature-line: NOTARIO PÚBLICO TITULAR bbox=[542, 1112, 673, 1123]
signature-block bbox=[733, 636, 950, 681]
signature-block bbox=[499, 781, 716, 826]
legal-notice bbox=[32, 1559, 249, 2179]
signature-line: (24 y 3) bbox=[1059, 1750, 1091, 1761]
legal-notice bbox=[733, 1572, 950, 1799]
signature-block bbox=[1200, 844, 1417, 923]
signature-line: (24 y 3) bbox=[1059, 519, 1091, 530]
notice-heading: AVISO bbox=[825, 1572, 858, 1584]
signature-line: RÚBRICA bbox=[118, 788, 162, 799]
signature-block bbox=[499, 1408, 716, 1477]
signature-block bbox=[967, 781, 1183, 826]
signature-line: FEGJ-640427-GI7 bbox=[802, 1295, 880, 1307]
signature-line: VISM530228TW2 bbox=[804, 1055, 879, 1067]
legal-notice bbox=[733, 386, 950, 681]
signature-line: LIC. JUAN MANUEL GARCÍA GARCÍA bbox=[290, 731, 457, 743]
signature-line: (24 y 3) bbox=[1059, 1066, 1091, 1078]
legal-notice bbox=[499, 398, 716, 827]
signature-line: NOTARIO PÚBLICO NÚMERO 109 bbox=[533, 350, 682, 361]
signature-line: NOTARIO PUBLICO TITULAR bbox=[776, 657, 907, 669]
notice-heading: EDICTO bbox=[588, 1170, 627, 1182]
signature-block bbox=[266, 1459, 482, 1504]
signature-line: NOTARIO PÚBLICO NÚMERO 14 bbox=[1003, 792, 1148, 804]
signature-block bbox=[733, 1514, 950, 1559]
signature-block bbox=[499, 1683, 716, 1717]
signature-line: VISM530228TW2 bbox=[337, 1834, 411, 1846]
newspaper-column-5 bbox=[957, 100, 1190, 2521]
signature-line: SALAZAR bbox=[819, 1032, 864, 1044]
notice-body: Se presentaron ante el Suscrito, los señores HERLINDA TREVIÑO ZAVALA (FINADA), habiendo comparecido sus herederos, así como el señor ALFREDO GUERRA CAVAZOS; a denunciar la Tramitación ante Notario de la SUCESIÓN TESTAMENTARIA a Bienes de la señora MARIA ALICIA GUADALUPE CAVAZOS ALVARADO e iniciar el procedimiento extrajudicial correspondiente, quienes manifestaron que aceptan la Herencia y reconocen sus derechos hereditarios, aceptándose el cargo de ALBACEA con protesta de su fiel y legal desempeño, manifestando que procederá a realizar el inventario de los bienes que forman el caudal Hereditario, presentándome las actas de Registro Civil que acreditan la defunción de la autora de la Herencia y el parentesco de los presentantes con el de Cujus, así como los demás comprobantes a que se refiere la Ley. Se publica este aviso por dos ocasiones de (10) diez en (10) diez días, esto en cumplimiento a lo dispuesto por el artículo (882) ochocientos ochenta y dos del Código de Procedimientos Civiles vigente en el Estado, convocando a las personas que se crean con derecho a la herencia para que acudan a deducirlo dentro del término de (30) treinta días contados a partir de la publicación de este aviso. Allende, Nuevo León, a 12 de julio del año 2025. bbox=[733, 707, 950, 1010]
legal-notice bbox=[266, 101, 482, 777]
notice-closing-line: ATENTAMENTE bbox=[733, 1971, 802, 1982]
paper-title: El Porvenir bbox=[68, 42, 289, 85]
notice-body: Se señalan las 11:30 once horas con treinta minutos del 21 veintiuno de noviembre de 2025 dos mil veinticinco, a fin de que tenga verificativo mediante videoconferencia, la venta judicial en pública subasta del bien inmueble objeto del presente juicio, consistente en: La casa marcada con el número (161) ciento sesenta y uno de las calles chichimeca oriente del fraccionamiento Azteca, del municipio de Guadalupe, Nuevo León, ósea manzana circundada por las siguientes calles: al norte Yaqui, al sur chichimeca; al oriente Tarahumara; y al poniente Azteca. Su terreno en que está construido es el número 69 de la manzana numero 36 dicho fraccionamiento ciudad azteca y tiene como mejoras; porche, sala, comedor, cocina, baño, y tres recamaras, construidas de muro de block, techo de concreto y pisos de mosaicos e instalaciones de agua, drenaje, luz y gas. Teniendo una superficie total del terreno de (160. 00m2) ciento sesenta metros cuadrados y las siguientes medidas y colindancias (8.00 mts) ocho metros de frente al sur y a la calle chichimeca 8.00 ocho metros al norte y a colindar con el lote 31, (20.00 mts) veinte metros al oriente y a colindar con el lote 70; y 20.00 vente metros al poniente y a colindar con el lote 68”. Dicho bien inmueble cuenta con los siguientes datos de registro: El primero es la Inscripción número 1377, volumen 145, libro 56, sección propiedad, unidad Guadalupe, de fechas 22 de abril de 2009; y el segundo la Inscripción número 1786, volumen 187, libro 72, sección propiedad, unidad Guadalupe, de fechas 19 de mayo de 2023. Por lo cual anúnciese la venta de dicho bien por medio de edictos que deberán de publicarse dos veces, una cada tres días en cualquiera de los periódicos El Norte, El Porvenir, Milenio Diario o Periódico ABC, a elección del ejecutante, así como en el Boletin Judicial, y en los estrados de este Juzgado, lo anterior para convocar por este medio a postores. Siendo el valor del bien inmueble antes mencionado la cantidad determinada por el avalúo pericial rendido en autos, y postura legal las dos terceras partes de dicha cantidad. Los postores interesados deberán comparecer ante este juzgado y ahí mismo indicarán su correo para enviarles el enlace de Microsoft Teams. El bien inmueble antes descrito está inmerso en el expediente judicial número 868/2023, relativo al juicio ordinario civil, promovido por José Guadalupe Aguirre Solís en contra de Gabriela Sanjuanita Aguirre Solís y Laura Patricia Aguirre Solís. bbox=[1200, 949, 1417, 1521]
notice-heading: AVISO NOTARIAL bbox=[330, 1517, 418, 1529]
signature-line: JUDICIAL DEL ESTADO bbox=[1256, 900, 1362, 912]
notice-body: Al calce un sello con el Escudo Nacional que dice: Estados Unidos Mexicanos, Poder Judicial del Estado de Nuevo León, Juzgado de Exhortos y Cartas Rogatorias del Estado. bbox=[32, 114, 249, 159]
notice-closing-line: ANTE MÍ bbox=[733, 1730, 771, 1742]
legal-notice bbox=[32, 858, 249, 1545]
signature-line: NOTARÍA PÚBLICA NÚMERO 1-UNO bbox=[760, 1536, 922, 1548]
signature-line: (29 y 3) bbox=[1292, 1556, 1325, 1568]
notice-heading: EDICTO DE REMATE bbox=[1257, 101, 1360, 112]
signature-line: (24 y 3) bbox=[124, 1534, 157, 1545]
signature-line: NOTARIO PÚBLICO TITULAR NO. 69 bbox=[293, 1129, 455, 1140]
signature-line: MISAEL RODRIGUEZ CARRERA bbox=[1237, 1522, 1380, 1534]
signature-line: DEL VALLE GOMEZ bbox=[1031, 1441, 1119, 1453]
legal-notice bbox=[32, 101, 249, 845]
signature-line: LIC. JUAN RODRIGO FERNANDEZ GUZMAN bbox=[742, 1273, 940, 1284]
signature-line: VAGB-850122-F25 bbox=[1035, 1464, 1116, 1475]
signature-line: NOTARIO PÚBLICA TITULAR NÚMERO 19 bbox=[748, 339, 935, 351]
signature-block bbox=[733, 1274, 950, 1319]
signature-line: (24 y 3) bbox=[591, 373, 624, 385]
legal-notice bbox=[733, 101, 950, 373]
signature-line: SECRETARIO ADSCRITO AL JUZGADO bbox=[1222, 866, 1396, 878]
notice-body: Ante esta Notaría a cargo del Suscrito Notario Licenciado BERNABÉ ALEJANDRO DEL VALLE GÓMEZ, Notario Público Titular de la Notaría Pública 139, comparecieron los interesados a denunciar la Sucesión de Intestado correspondiente, exhibiéndome la partida de defunción del autor de la herencia. La presente constancia deberá publicarse en el periódico El Porvenir que se edita en esta ciudad, por dos veces de diez en diez días, a fin de dar debido cumplimiento a lo preceptuado por los Artículos 881, 882 y demás relativos del Código de Procedimientos Civiles vigente en el Estado. bbox=[733, 1825, 950, 1971]
notice-body: Monterrey, N.L. a 13 de octubre del 2025 bbox=[967, 1692, 1136, 1704]
signature-block bbox=[967, 1704, 1183, 1761]
signature-line: LICENCIADO BRANWELL MOISÉS bbox=[63, 765, 217, 777]
notice-heading: PUBLICACION NOTARIAL bbox=[544, 1489, 672, 1501]
notice-body: Mediante Escritura Pública número 39,252 de fecha 07 de Octubre del año 2025, ante la Fe del LIC. Y C.P. CÉSAR GONZÁLEZ CANTÚ, Notario Público Titular de la Notaría Pública número 69, con ejercicio en Primer Distrito Registral en el Estado, comparecen los Únicos y Universales Herederos a efecto de continuar con la TRAMITACIÓN DEL PROCEDIMIENTO SUCESORIO DE INTESTADO, exhibiendo para tal efecto el Acta de Defunción del Autor de la Sucesión y las Actas de Nacimiento de los Herederos, manifestando que aceptan la herencia y reconocen sus derechos hereditarios, y quien fue designado Albacea protestó su fiel y legal desempeño y que va a proceder con toda oportunidad a formular el inventario de los bienes de la herencia, lo que Yo, el suscrito Notario hago constar y doy a conocer por medio de esta publicación, de dos veces con intervalo de diez días cada una. bbox=[266, 1234, 482, 1447]
notice-body: Mediante Escritura Pública número 39,333 de fecha 17 de Octubre del año 2025, ante la Fe del LIC. Y C.P. CÉSAR GONZÁLEZ CANTÚ, Notario Público Titular de la Notaría Pública número 69, con ejercicio en Primer Distrito Registral en el Estado, comparecen los señores GERARDO GONZÁLEZ SALDIVAR y GUADALUPE SALDIVAR VIUDA DE GONZÁLEZ, en su carácter de Únicos y Universales Herederos, en los términos de los Artículos relativos al Código de Procedimientos Civiles del Estado de Nuevo León, la TRAMITACIÓN DEL PROCEDIMIENTO SUCESORIO DE INTESTADO a bienes del señor ESTANISLAO GONZÁLEZ TREVIÑO, exhibieron el Acta de Defunción del Autor de la Sucesión y Acta de Nacimiento de los Herederos, manifestando la señora GUADALUPE SALDIVAR VIUDA DE GONZÁLEZ que acepta el cargo de Albacea, protestó su fiel y legal desempeño y que va a proceder con toda oportunidad a formular el inventario de los bienes de la herencia, lo que Yo, el suscrito Notario hago constar y doy a conocer por medio de esta publicación, de dos veces con intervalo de diez días cada una. bbox=[266, 836, 482, 1106]
notice-heading: EDICTO bbox=[121, 101, 160, 112]
signature-line: NOTARIO PÚBLICO TITULAR No. 129 bbox=[57, 2144, 224, 2155]
signature-line: LIC. OLIVIA RANGEL GARZA bbox=[1010, 781, 1140, 793]
notice-heading: AVISO NOTARIAL bbox=[97, 1558, 184, 1570]
signature-line: (24 y 3) bbox=[591, 1464, 624, 1476]
signature-line: NOTARIO PÚBLICO TITULAR No. 129 bbox=[291, 742, 457, 754]
signature-block bbox=[32, 766, 249, 845]
notice-body: Con fecha 07 (siete) días del mes de octubre del año 2025 (dos mil veinticinco), se RADICO en ésta Notaria a mi cargo, mediante la Escritura Pública correspondiente, la Sucesión Testamentaria respectiva, habiendo comparecido los herederos a aceptar la herencia y reconocer sus derechos hereditarios, aceptándose asimismo el cargo de Albacea con protesta de su fiel y legal desempeño, quien manifestó que procederá a formular el inventario y avalúo de los bienes de la herencia; ordenándose realizar dos publicaciones de diez en (10) diez días, en el Periódico EL PORVENIR que se edita en esta Ciudad, atento a lo preceptuado por el Articulo (882) ochocientos ochenta y dos del Código de Procedimientos Civiles vigente en el Estado de Nuevo León. bbox=[967, 1513, 1183, 1693]
signature-line: SEGUNDO DE JURISDICCIÓN bbox=[1242, 878, 1376, 890]
notice-body: En esta Notaría Pública a mi cargo se radicó el Juicio Sucesorio Testamentario a bienes del señor GUADALUPE SANTIBAÑEZ, promovido por las señoras IRMA CECILIA SANTIBAÑEZ PEREZ, CLAUDIA PATRICIA SANTIBAÑEZ PEREZ Y MARLENE SANTIBAÑEZ PEREZ en su carácter de hijas legitimas. Por lo que en los términos del Artículo 882, del Código de Procedimientos Civiles Vigente en el Estado, dense a conocer estas declaraciones por medio de dos publicaciones de diez en diez días, en el periódico EL PORVENIR, que se edita en esta Ciudad de Monterrey, Nuevo León, lo que se solicita siendo el 04 cuatro de Octubre 2025 dos mil veinticinco. DOY FE. bbox=[733, 1115, 950, 1273]
legal-notice bbox=[499, 840, 716, 1157]
signature-line: GAGJ-451030-4S7 bbox=[333, 754, 414, 766]
notice-heading: PUBLICACION NOTARIAL bbox=[1011, 840, 1139, 851]
notice-body: Monterrey, N.L., 17 de octubre de 2025. bbox=[967, 1020, 1131, 1032]
legal-notice bbox=[1200, 101, 1417, 924]
signature-line: (24 y 3) bbox=[358, 1493, 390, 1505]
notice-heading: PUBLICACION NOTARIAL bbox=[777, 1332, 905, 1343]
signature-line: NOTARIO PÚBLICO TITULAR No. 129 bbox=[57, 1511, 224, 1523]
notice-body: Siendo el dia 26 (veintiséis) de agosto del año 2025 (dos mil veinticinco), ante esta Notaria a cargo del Suscrito Notario Licenciado BERNABÉ ALEJANDRO DEL VALLE GÓMEZ, NOTARIO PUBLICO TITULAR DE LA NOTARIA PUBLICA 139, comparecieron las señoras LAURA MARICELA SOTO PERALES, NORMA LETICIA SOTO PERALES, y el señor JUAN JOSE SOTO PERALES, a denunciar la Sucesión de Intestado a bienes de la señora MA. ALICIA PERALES CALLEJA también conocida como MARIA ALICIA PERALES CALLEJAS, y/o MARIA PERALES CALLEJAS y/o MA. ALICIA PERALES SOTO y/o MARIA A. PERALES CALLEJO, exhibiéndome para tal efecto la partida de defunción de la autora de la herencia. Así mismo aceptan la Herencia y se reconocen sus derechos hereditarios dentro de la presente sucesión y que siendo el señor JUAN JOSE SOTO BALDERAS, el Albacea, cargo el cual acepta y se ha comprometido a desempeñar fiel y legalmente conforme a derecho, procederá a formar el inventario de los bienes de la herencia. La presente constancia deberá publicarse en el periódico El Porvenir que se edita en esta ciudad, por dos veces de diez en diez días, a fin de dar debido cumplimiento a lo preceptuado por los Artículos 881, 882 y demás relativos del Código de Procedimientos Civiles vigente en el Estado. bbox=[967, 1104, 1183, 1418]
signature-line: LIC. BERNABE ALEJANDRO bbox=[777, 1982, 905, 1994]
signature-line: (24 y 3) bbox=[825, 669, 858, 681]
notice-heading: EDICTO bbox=[1289, 936, 1328, 948]
signature-line: (24 y 3) bbox=[591, 1145, 624, 1157]
signature-line: NOTARIO PÚBLICO NÚMERO 139 bbox=[767, 2006, 916, 2017]
signature-line: (24 y 3) bbox=[1059, 815, 1091, 826]
signature-line: GARZA bbox=[591, 1419, 625, 1431]
legal-notice bbox=[266, 1188, 482, 1505]
signature-line: NOTARIO PUBLICO TITULAR. bbox=[1009, 485, 1141, 496]
signature-line: TITULAR bbox=[1055, 804, 1095, 816]
notice-heading: EDICTO bbox=[1056, 101, 1095, 112]
notice-heading: AVISO NOTARIAL bbox=[564, 840, 651, 851]
signature-line: LIC. ANGELICA GUADALUPE bbox=[1010, 1704, 1141, 1715]
signature-line: (24 y 3) bbox=[358, 1163, 390, 1175]
signature-line: LOMF-690331-SUA bbox=[799, 350, 883, 361]
notice-address-line: PRESENTE. - bbox=[266, 1222, 325, 1234]
signature-line: GOCC740209C84 bbox=[335, 1151, 413, 1163]
signature-block bbox=[32, 2133, 249, 2178]
signature-line: LICENCIADO JORGE ÁLVARO VERGARA bbox=[749, 1743, 933, 1754]
notice-address-line: PRESENTE. - bbox=[266, 825, 325, 837]
notice-address-line: PERIÓDICO EL PORVENIR bbox=[266, 814, 383, 826]
signature-line: GARZA VALDES. bbox=[1037, 1715, 1113, 1727]
signature-line: GAGJ-451030-4S7 bbox=[100, 2155, 181, 2167]
signature-line: MACE-701104-IK5 bbox=[568, 361, 647, 373]
notice-body: La Suscrita, Licenciada Olivia Rangel Garza, Notaria Pública Titular, de la Notaría Pública Número 14 catorce, en ejercicio en este Primer Distrito Registral, HAGO CONSTAR: La apertura de la Sucesión Testamentaria Extrajudicial a Bienes de LILIANE PATRICIA MARTINEZ RAIMBAULT que se llevará a cabo en esta Notaria a mi cargo, así como la declaración de PATRICIO JORGE BAUTISTA MARTINEZ, en el sentido de que no existe controversia alguna, que no hay incapaces, que acepta la Herencia, y reconoce los derechos hereditarios, además manifestando que aceptará el cargo de Albacea conferido, protestando su fiel y legal desempeño, y que procederá a formular el inventario y avalúo de los bienes de la herencia. Se ordena la publicación de dos avisos con intervalo de diez días en el periódico El Porvenir que se edita en esta ciudad, conforme a los artículos 881 y 882 del Código de Procedimientos Civiles vigente en el Estado. bbox=[967, 555, 1183, 781]
signature-block bbox=[967, 1033, 1183, 1078]
signature-line: (24 y 3) bbox=[124, 2166, 157, 2178]
legal-notice bbox=[967, 840, 1183, 1078]
signature-line: LIC. JUAN MANUEL GARCÍA GARCÍA bbox=[56, 2133, 224, 2144]
legal-notice bbox=[499, 1171, 716, 1477]
signature-line: LIC. GUSTAVO GONZALEZ FUENTES. bbox=[991, 474, 1159, 485]
signature-block bbox=[266, 1118, 482, 1175]
newspaper-column-3 bbox=[489, 100, 723, 2521]
signature-block bbox=[733, 1983, 950, 2040]
notice-closing-line: ATENTAMENTE bbox=[266, 1105, 334, 1117]
page-number: 6 bbox=[27, 33, 58, 86]
legal-notice bbox=[967, 544, 1183, 827]
signature-block bbox=[499, 1089, 716, 1158]
